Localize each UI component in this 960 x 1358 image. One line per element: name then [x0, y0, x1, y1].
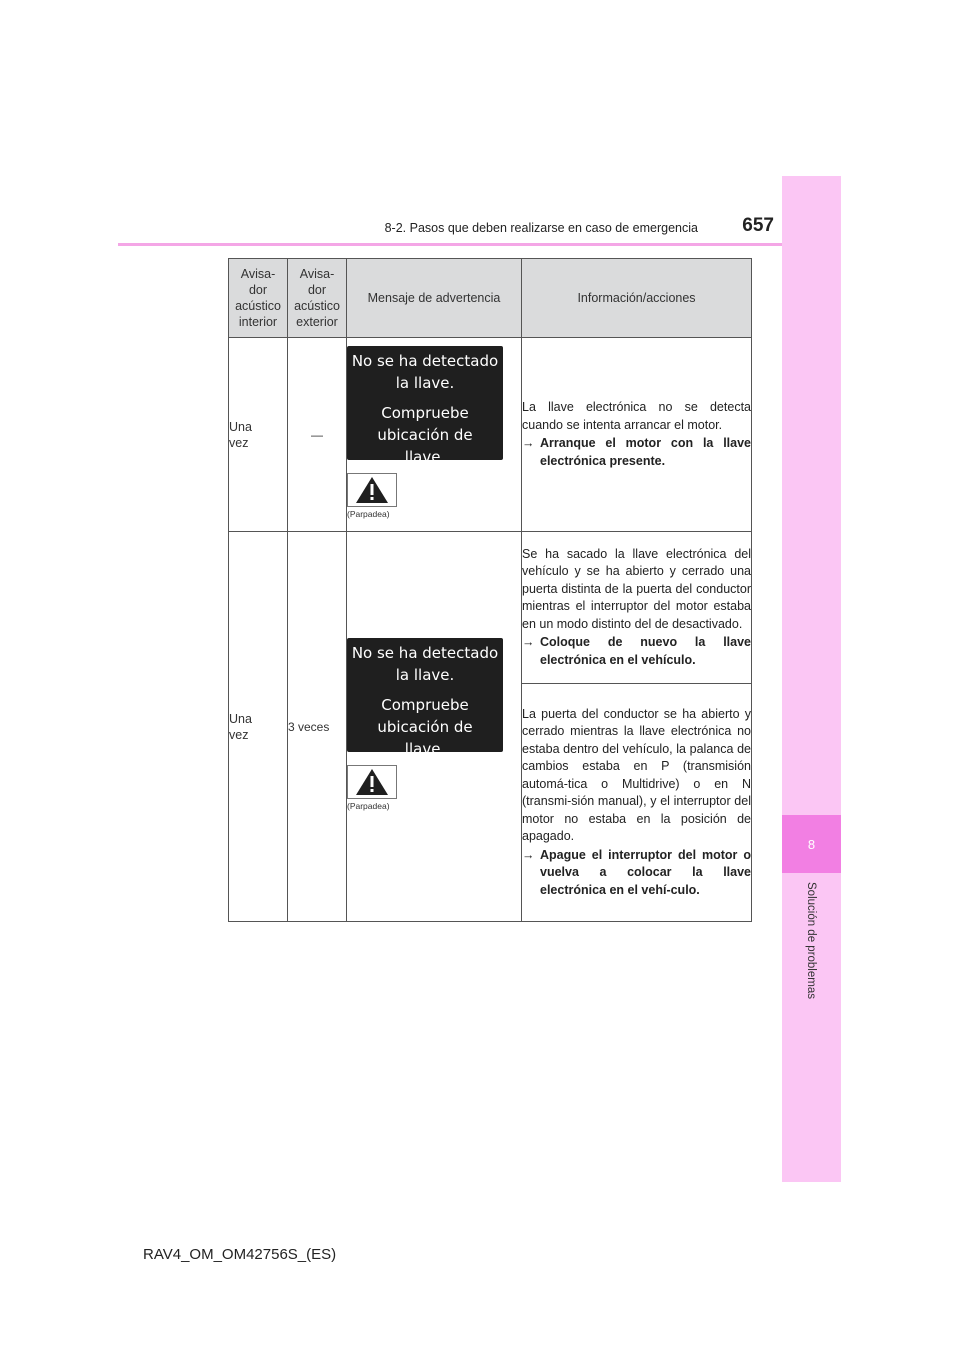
arrow-icon: → [522, 847, 535, 862]
info-action: → Arranque el motor con la llave electrónica presente. [522, 435, 751, 470]
multi-info-display: No se ha detectado la llave. Compruebe ubicación de llave. [347, 346, 503, 460]
warning-triangle-icon [355, 768, 389, 796]
warning-message-cell [347, 532, 522, 922]
arrow-icon: → [522, 436, 535, 450]
info-text: Se ha sacado la llave electrónica del vehículo y se ha abierto y cerrado una puerta distinta de la puerta del conductor mientras el interruptor del motor estaba en un modo distinto del de desactivado. [522, 546, 751, 631]
info-cell [522, 338, 752, 532]
document-code: RAV4_OM_OM42756S_(ES) [143, 1246, 337, 1263]
header-divider [118, 243, 840, 246]
exterior-buzzer-cell: — [288, 338, 347, 532]
info-cell [522, 684, 752, 922]
arrow-icon: → [522, 635, 535, 650]
page-number: 657 [742, 215, 774, 236]
table-header-row [229, 259, 752, 338]
warning-light [347, 765, 397, 799]
info-cell [522, 532, 752, 684]
table-row [229, 532, 752, 684]
interior-buzzer-cell: Una vez [229, 532, 288, 922]
exterior-buzzer-cell: 3 veces [288, 532, 347, 922]
header-info-actions: Información/acciones [522, 259, 752, 338]
chapter-number: 8 [807, 836, 816, 852]
warning-table [228, 258, 752, 922]
blink-caption: (Parpadea) [347, 509, 390, 519]
header-exterior-buzzer: Avisa- dor acústico exterior [288, 259, 347, 338]
multi-info-display: No se ha detectado la llave. Compruebe ubicación de llave. [347, 638, 503, 752]
interior-buzzer-cell: Una vez [229, 338, 288, 532]
info-text: La llave electrónica no se detecta cuando se intenta arrancar el motor. [522, 400, 751, 432]
blink-caption: (Parpadea) [347, 801, 390, 811]
info-action: → Apague el interruptor del motor o vuelva a colocar la llave electrónica en el vehí-culo. [522, 847, 751, 900]
chapter-label: Solución de problemas [805, 882, 817, 999]
warning-message-cell [347, 338, 522, 532]
chapter-tab[interactable] [782, 815, 841, 873]
info-action: → Coloque de nuevo la llave electrónica en el vehículo. [522, 634, 751, 669]
warning-light [347, 473, 397, 507]
side-strip [782, 176, 841, 1182]
warning-triangle-icon [355, 476, 389, 504]
section-title: 8-2. Pasos que deben realizarse en caso de emergencia [384, 221, 698, 235]
header-interior-buzzer: Avisa- dor acústico interior [229, 259, 288, 338]
header-warning-message: Mensaje de advertencia [347, 259, 522, 338]
table-row [229, 338, 752, 532]
info-text: La puerta del conductor se ha abierto y cerrado mientras la llave electrónica no estaba dentro del vehículo, la palanca de cambios estaba en P (transmisión automá-tica o Multidrive) o en N (transmi-sión manual), y el interruptor del motor no estaba en la posición de apagado. [522, 706, 751, 844]
